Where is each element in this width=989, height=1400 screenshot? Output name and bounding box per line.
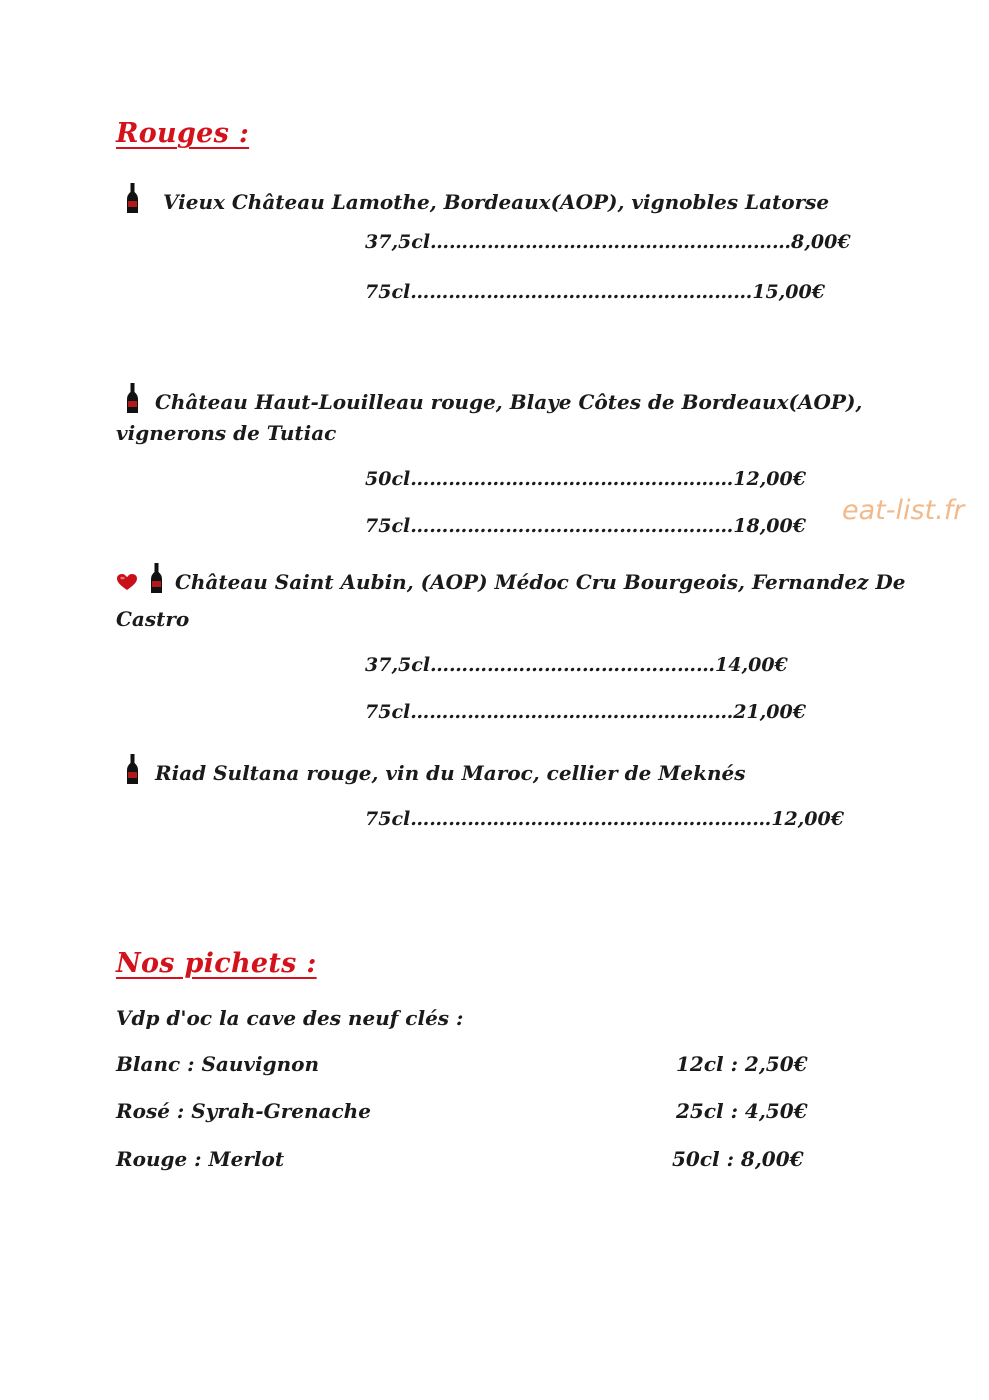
wine-bottle-icon xyxy=(127,754,138,789)
pitcher-item-price: 25cl : 4,50€ xyxy=(676,1099,808,1123)
wine-price-line: 50cl……………………………………………12,00€ xyxy=(365,468,806,490)
wine-price-line: 75cl………………………………………………15,00€ xyxy=(365,281,825,303)
wine-price-line: 37,5cl…………………………………………………8,00€ xyxy=(365,231,851,253)
watermark: eat-list.fr xyxy=(842,495,965,526)
wine-name-text: Château Haut-Louilleau rouge, Blaye Côtes de Bordeaux(AOP), xyxy=(154,390,863,414)
section-title-pichets: Nos pichets : xyxy=(116,948,317,979)
wine-price-line: 75cl……………………………………………18,00€ xyxy=(365,515,806,537)
wine-item-name xyxy=(127,754,746,789)
wine-item-name xyxy=(127,383,862,418)
wine-bottle-icon xyxy=(127,383,138,418)
wine-bottle-icon xyxy=(127,183,138,218)
pitcher-item-label: Rouge : Merlot xyxy=(116,1147,285,1171)
pitcher-item-label: Rosé : Syrah-Grenache xyxy=(116,1099,371,1123)
wine-price-line: 37,5cl………………………………………14,00€ xyxy=(365,654,788,676)
pitcher-item-price: 50cl : 8,00€ xyxy=(672,1147,804,1171)
wine-price-line: 75cl……………………………………………21,00€ xyxy=(365,701,806,723)
wine-name-text: Vieux Château Lamothe, Bordeaux(AOP), vignobles Latorse xyxy=(162,190,830,214)
pitcher-item-price: 12cl : 2,50€ xyxy=(676,1052,808,1076)
section-title-rouges: Rouges : xyxy=(116,118,250,149)
wine-name-text: Château Saint Aubin, (AOP) Médoc Cru Bourgeois, Fernandez De xyxy=(174,570,906,594)
heart-icon xyxy=(116,572,138,596)
wine-item-name xyxy=(127,183,829,218)
wine-bottle-icon xyxy=(151,563,162,598)
wine-item-name xyxy=(116,563,905,598)
pitcher-item-label: Blanc : Sauvignon xyxy=(116,1052,320,1076)
wine-price-line: 75cl…………………………………………………12,00€ xyxy=(365,808,844,830)
wine-name-text-continued: Castro xyxy=(116,607,190,631)
wine-name-text: Riad Sultana rouge, vin du Maroc, cellier de Meknés xyxy=(154,761,746,785)
wine-name-text-continued: vignerons de Tutiac xyxy=(116,421,337,445)
pichets-subtitle: Vdp d'oc la cave des neuf clés : xyxy=(116,1006,464,1030)
